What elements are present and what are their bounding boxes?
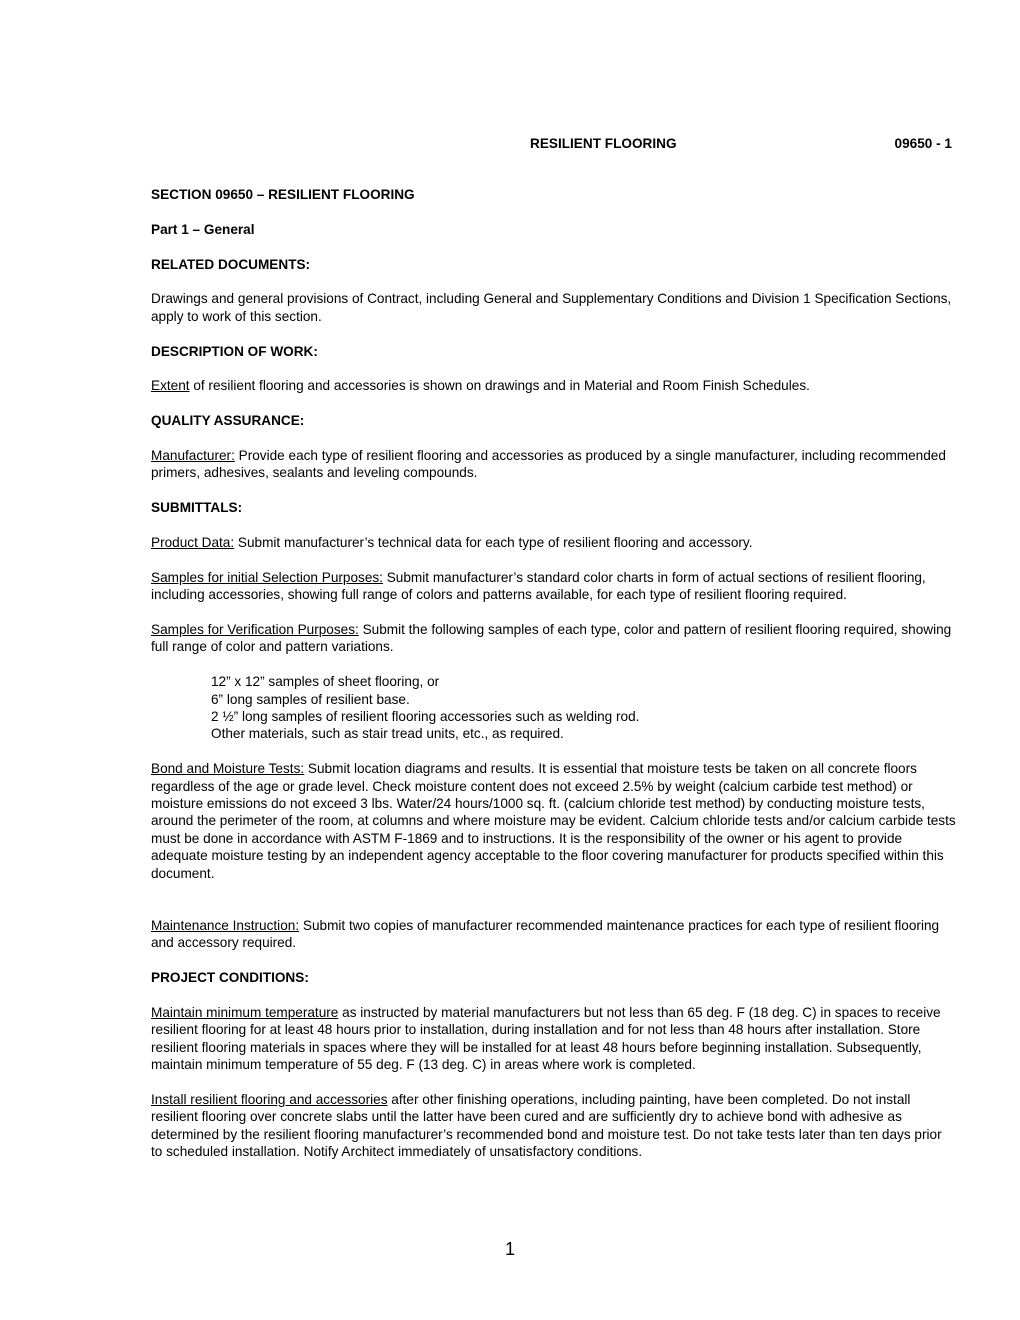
manufacturer-paragraph [151,447,956,482]
install-label: Install resilient flooring and accessories [151,1091,388,1107]
samples-verification-text: Submit the following samples of each type, color and pattern of resilient flooring required, showing full range of color and pattern variations. [151,621,952,655]
samples-initial-paragraph [151,569,956,604]
header-title: RESILIENT FLOORING [530,136,677,151]
samples-initial-label: Samples for initial Selection Purposes: [151,569,383,585]
bond-moisture-paragraph [151,760,956,882]
maintenance-label: Maintenance Instruction: [151,917,300,933]
product-data-text: Submit manufacturer’s technical data for each type of resilient flooring and accessory. [234,534,753,550]
bond-moisture-label: Bond and Moisture Tests: [151,761,305,777]
sample-list-item: 12” x 12” samples of sheet flooring, or [211,674,440,690]
maintenance-paragraph [151,917,956,952]
part-title: Part 1 – General [151,221,255,237]
temperature-paragraph [151,1004,956,1074]
temperature-label: Maintain minimum temperature [151,1004,339,1020]
extent-label: Extent [151,378,190,394]
temperature-text: as instructed by material manufacturers but not less than 65 deg. F (18 deg. C) in spaces to receive resilient flooring for at least 48 hours prior to installation, during installation and for not less than 48 hours after installation. Store resilient flooring materials in spaces where they will be installed for at least 48 hours before beginning installation. Subsequently, maintain minimum temperature of 55 deg. F (13 deg. C) in areas where work is completed. [151,1004,941,1073]
description-heading: DESCRIPTION OF WORK: [151,343,318,359]
sample-list-item: 2 ½” long samples of resilient flooring accessories such as welding rod. [211,709,640,724]
manufacturer-text: Provide each type of resilient flooring and accessories as produced by a single manufacturer, including recommended primers, adhesives, sealants and leveling compounds. [151,447,946,481]
samples-verification-label: Samples for Verification Purposes: [151,621,359,637]
bond-moisture-text: Submit location diagrams and results. It is essential that moisture tests be taken on all concrete floors regardless of the age or grade level. Check moisture content does not exceed 2.5% by weight (calcium carbide test method) or moisture emissions do not exceed 3 lbs. Water/24 hours/1000 sq. ft. (calcium chloride test method) by conducting moisture tests, around the perimeter of the room, at columns and where moisture may be evident. Calcium chloride tests and/or calcium carbide tests must be done in accordance with ASTM F-1869 and to instructions. It is the responsibility of the owner or his agent to provide adequate moisture testing by an independent agency acceptable to the floor covering manufacturer for products specified within this document. [151,761,956,881]
sample-list [151,673,956,743]
description-paragraph [151,377,956,394]
install-paragraph [151,1091,956,1161]
quality-assurance-heading: QUALITY ASSURANCE: [151,413,305,429]
related-documents-heading: RELATED DOCUMENTS: [151,256,311,272]
submittals-heading: SUBMITTALS: [151,500,243,516]
samples-verification-paragraph [151,621,956,656]
project-conditions-heading: PROJECT CONDITIONS: [151,970,309,986]
extent-text: of resilient flooring and accessories is shown on drawings and in Material and Room Finish Schedules. [189,378,810,394]
document-body [151,186,956,1160]
related-documents-text: Drawings and general provisions of Contract, including General and Supplementary Conditions and Division 1 Specification Sections, apply to work of this section. [151,291,952,324]
manufacturer-label: Manufacturer: [151,447,235,463]
page-number: 1 [504,1239,515,1259]
section-title: SECTION 09650 – RESILIENT FLOORING [151,187,415,202]
samples-initial-text: Submit manufacturer’s standard color charts in form of actual sections of resilient flooring, including accessories, showing full range of colors and patterns available, for each type of resilient flooring required. [151,569,926,603]
install-text: after other finishing operations, including painting, have been completed. Do not install resilient flooring over concrete slabs until the latter have been cured and are sufficiently dry to achieve bond with adhesive as determined by the resilient flooring manufacturer’s recommended bond and moisture test. Do not take tests later than ten days prior to scheduled installation. Notify Architect immediately of unsatisfactory conditions. [151,1091,942,1160]
product-data-label: Product Data: [151,534,235,550]
sample-list-item: Other materials, such as stair tread units, etc., as required. [211,726,564,742]
sample-list-item: 6” long samples of resilient base. [211,691,410,707]
header-section-number: 09650 - 1 [894,136,952,151]
maintenance-text: Submit two copies of manufacturer recommended maintenance practices for each type of resilient flooring and accessory required. [151,917,940,951]
product-data-paragraph [151,534,956,551]
